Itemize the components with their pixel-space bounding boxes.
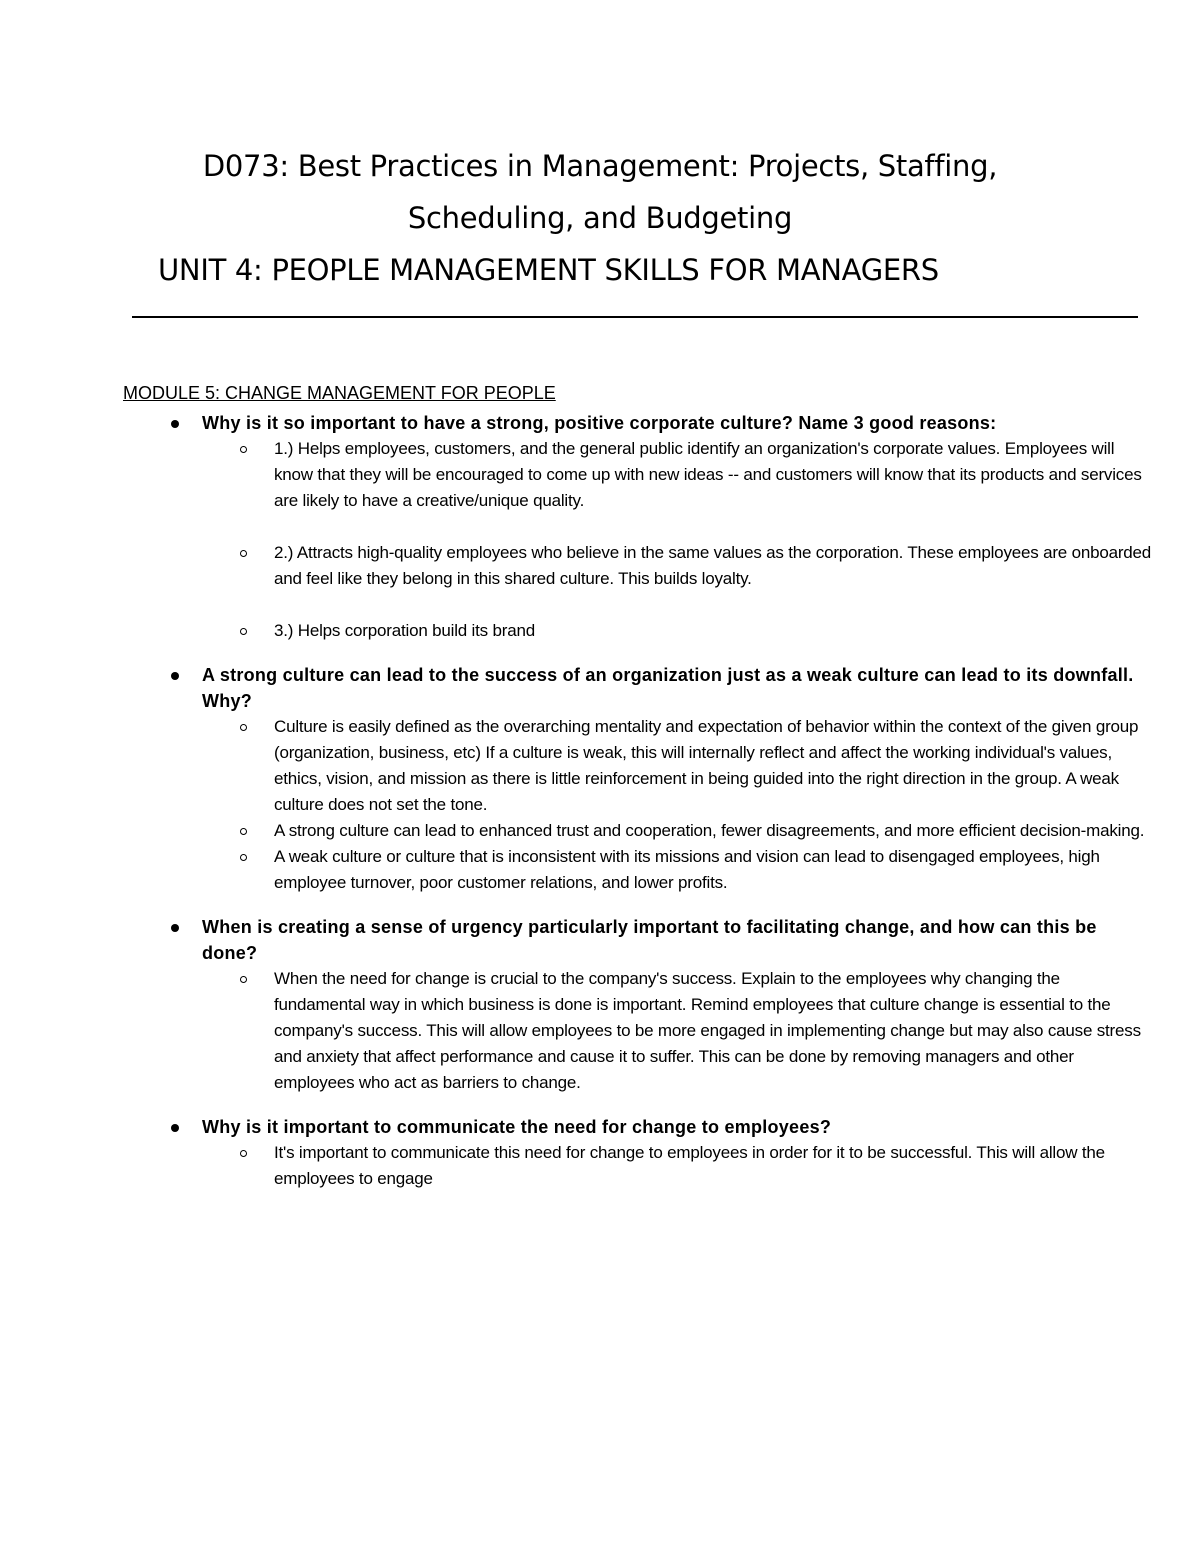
hollow-bullet-icon — [240, 1150, 247, 1157]
hollow-bullet-icon — [240, 828, 247, 835]
answer-text: A weak culture or culture that is inconsistent with its missions and vision can lead to disengaged employees, high employee turnover, poor customer relations, and lower profits. — [274, 847, 1100, 892]
filled-bullet-icon — [171, 420, 179, 428]
module-heading: MODULE 5: CHANGE MANAGEMENT FOR PEOPLE — [123, 383, 556, 403]
question-list — [168, 410, 1152, 1210]
answer-item — [202, 540, 1152, 592]
answer-text: A strong culture can lead to enhanced trust and cooperation, fewer disagreements, and more efficient decision-making. — [274, 821, 1145, 840]
answer-list — [202, 714, 1152, 896]
answer-list — [202, 966, 1152, 1096]
answer-item — [202, 844, 1152, 896]
answer-text: When the need for change is crucial to the company's success. Explain to the employees why changing the fundamental way in which business is done is important. Remind employees that culture change is essential to the company's success. This will allow employees to be more engaged in implementing change but may also cause stress and anxiety that affect performance and cause it to suffer. This can be done by removing managers and other employees who act as barriers to change. — [274, 969, 1141, 1092]
question-text: Why is it important to communicate the need for change to employees? — [202, 1117, 832, 1137]
answer-text: 3.) Helps corporation build its brand — [274, 621, 535, 640]
question-text: When is creating a sense of urgency particularly important to facilitating change, and how can this be done? — [202, 917, 1097, 963]
horizontal-divider — [132, 316, 1138, 318]
title-line-1: D073: Best Practices in Management: Projects, Staffing, — [202, 149, 998, 183]
unit-heading: UNIT 4: PEOPLE MANAGEMENT SKILLS FOR MANAGERS — [158, 253, 939, 287]
answer-text: It's important to communicate this need for change to employees in order for it to be successful. This will allow the employees to engage — [274, 1143, 1105, 1188]
hollow-bullet-icon — [240, 976, 247, 983]
hollow-bullet-icon — [240, 446, 247, 453]
hollow-bullet-icon — [240, 724, 247, 731]
question-item-1 — [168, 410, 1152, 644]
question-text: A strong culture can lead to the success of an organization just as a weak culture can lead to its downfall. Why? — [202, 665, 1134, 711]
answer-text: 1.) Helps employees, customers, and the general public identify an organization's corporate values. Employees will know that they will be encouraged to come up with new ideas -- and customers will know that its products and services are likely to have a creative/unique quality. — [274, 439, 1142, 510]
answer-text: 2.) Attracts high-quality employees who believe in the same values as the corporation. These employees are onboarded and feel like they belong in this shared culture. This builds loyalty. — [274, 543, 1152, 588]
answer-list — [202, 436, 1152, 644]
hollow-bullet-icon — [240, 550, 247, 557]
filled-bullet-icon — [171, 924, 179, 932]
answer-item — [202, 436, 1152, 514]
question-item-2 — [168, 662, 1152, 896]
answer-item — [202, 714, 1152, 818]
answer-item — [202, 966, 1152, 1096]
answer-list — [202, 1140, 1152, 1192]
filled-bullet-icon — [171, 672, 179, 680]
answer-text: Culture is easily defined as the overarching mentality and expectation of behavior within the context of the given group (organization, business, etc) If a culture is weak, this will internally reflect and affect the working individual's values, ethics, vision, and mission as there is little reinforcement in being guided into the right direction in the group. A weak culture does not set the tone. — [274, 717, 1139, 814]
question-item-4 — [168, 1114, 1152, 1192]
hollow-bullet-icon — [240, 854, 247, 861]
answer-item — [202, 1140, 1152, 1192]
title-line-2: Scheduling, and Budgeting — [407, 201, 793, 235]
filled-bullet-icon — [171, 1124, 179, 1132]
answer-item — [202, 618, 1152, 644]
question-text: Why is it so important to have a strong, positive corporate culture? Name 3 good reasons: — [202, 413, 997, 433]
hollow-bullet-icon — [240, 628, 247, 635]
question-item-3 — [168, 914, 1152, 1096]
answer-item — [202, 818, 1152, 844]
document-title — [0, 140, 1200, 244]
